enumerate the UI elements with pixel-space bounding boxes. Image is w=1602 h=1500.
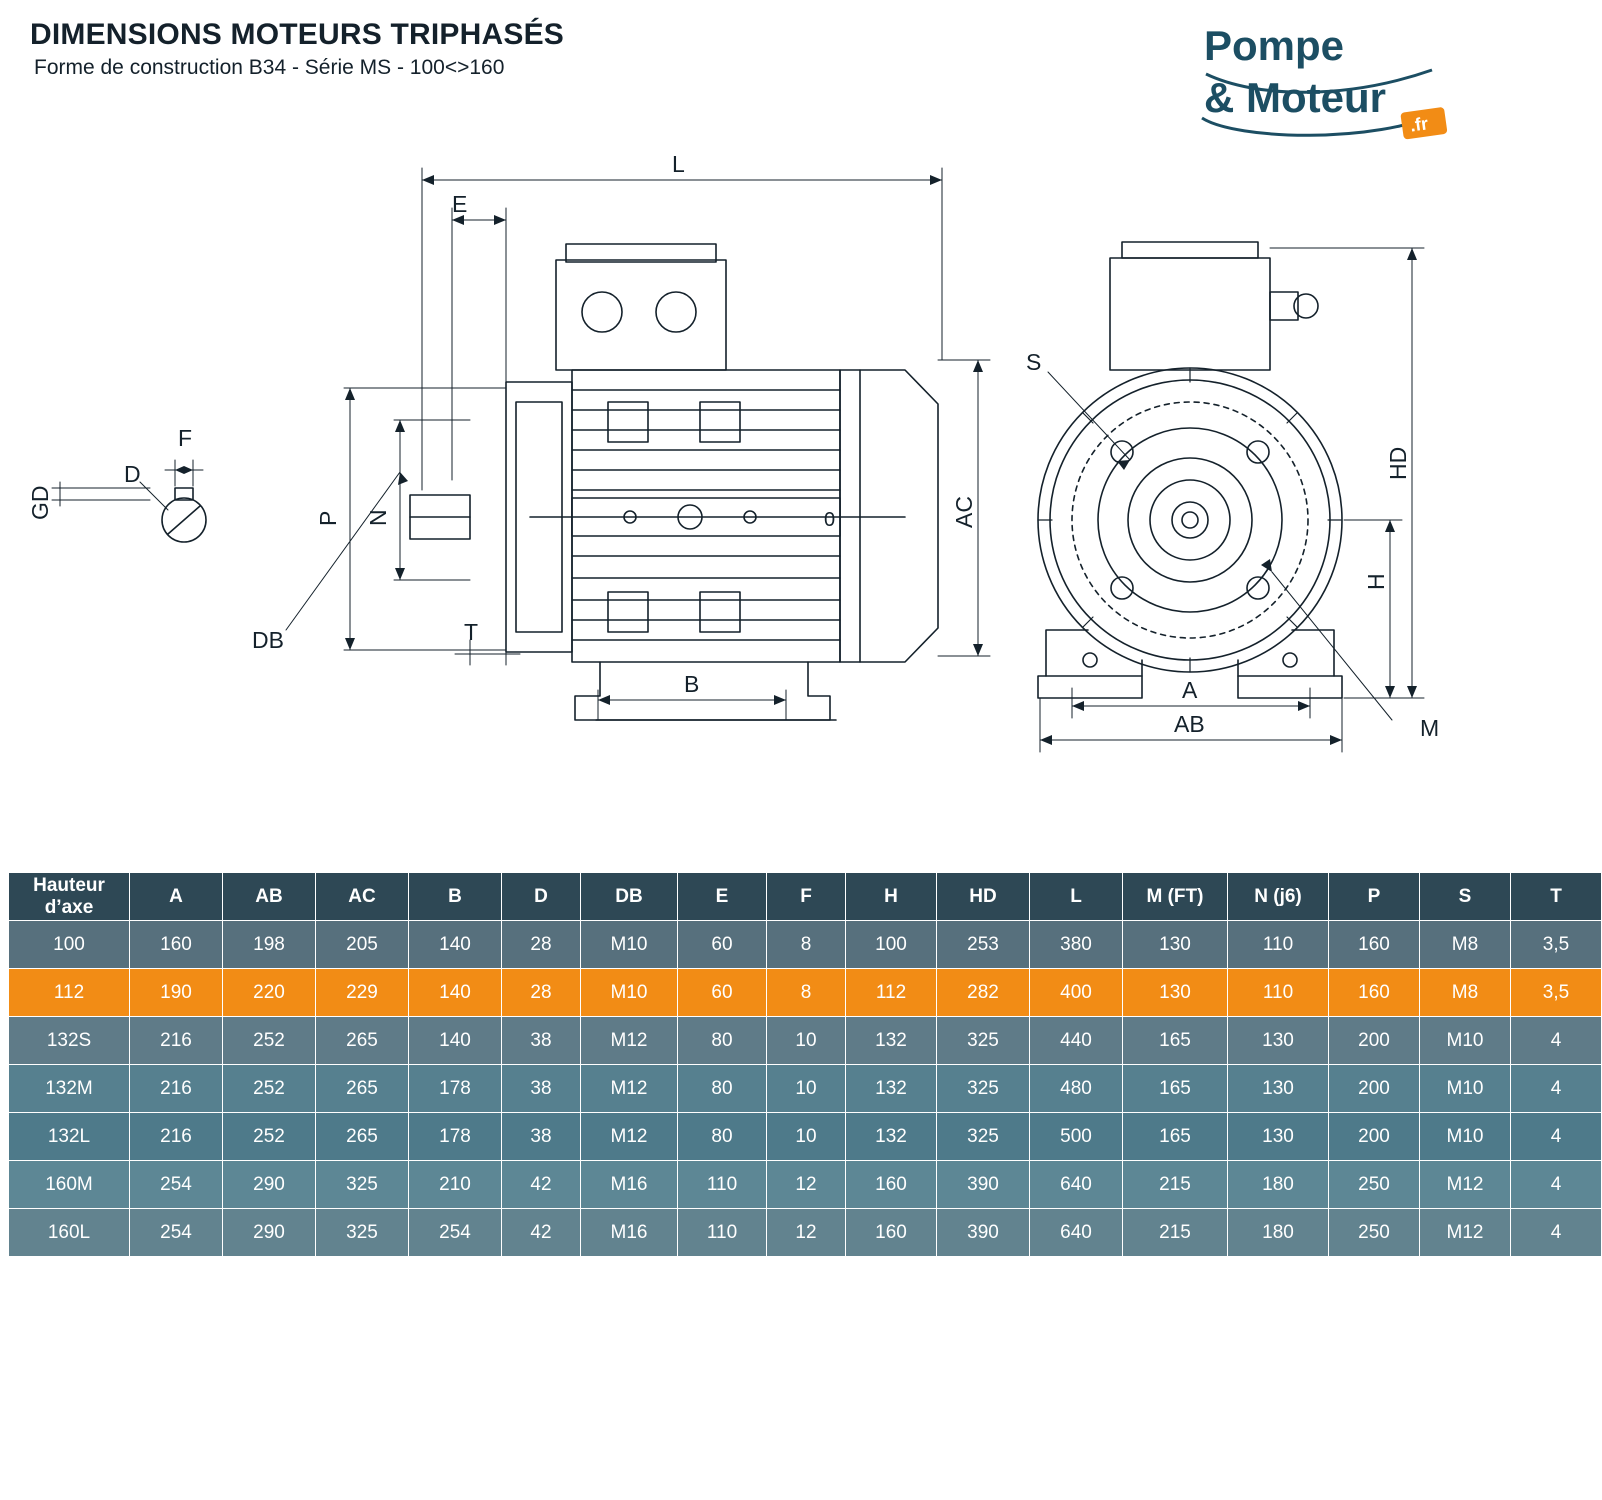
cell-hd: 253 [937, 921, 1030, 969]
label-H: H [1363, 573, 1389, 590]
logo-line1-text: Pompe [1204, 22, 1345, 69]
cell-h: 160 [846, 1209, 937, 1257]
cell-ab: 252 [223, 1065, 316, 1113]
cell-p: 160 [1329, 969, 1420, 1017]
cell-f: 10 [767, 1065, 846, 1113]
cell-s: M8 [1420, 969, 1511, 1017]
col-header-h: H [846, 873, 937, 921]
cell-m-ft: 130 [1123, 969, 1228, 1017]
table-row [9, 1113, 1602, 1161]
motor-side-view [410, 244, 938, 720]
dimensions-table-wrapper [8, 872, 1570, 1257]
cell-hd: 282 [937, 969, 1030, 1017]
col-header-l: L [1030, 873, 1123, 921]
cell-n-j6: 130 [1228, 1065, 1329, 1113]
cell-t: 4 [1511, 1113, 1602, 1161]
technical-drawing [0, 120, 1500, 840]
col-header-ac: AC [316, 873, 409, 921]
cell-h: 100 [846, 921, 937, 969]
cell-p: 160 [1329, 921, 1420, 969]
cell-ac: 325 [316, 1161, 409, 1209]
cell-d: 38 [502, 1017, 581, 1065]
cell-ac: 229 [316, 969, 409, 1017]
cell-p: 200 [1329, 1065, 1420, 1113]
cell-ac: 265 [316, 1065, 409, 1113]
table-body [9, 921, 1602, 1257]
col-header-b: B [409, 873, 502, 921]
label-P: P [315, 510, 341, 526]
cell-d: 42 [502, 1209, 581, 1257]
cell-p: 200 [1329, 1017, 1420, 1065]
cell-a: 254 [130, 1161, 223, 1209]
cell-l: 640 [1030, 1161, 1123, 1209]
cell-l: 440 [1030, 1017, 1123, 1065]
table-row [9, 1209, 1602, 1257]
cell-db: M10 [581, 921, 678, 969]
col-header-e: E [678, 873, 767, 921]
table-row [9, 1017, 1602, 1065]
label-E: E [452, 191, 468, 217]
cell-hauteur-axe: 132M [9, 1065, 130, 1113]
col-header-t: T [1511, 873, 1602, 921]
cell-t: 3,5 [1511, 969, 1602, 1017]
cell-m-ft: 165 [1123, 1065, 1228, 1113]
motor-front-view [1038, 242, 1342, 698]
cell-hauteur-axe: 160L [9, 1209, 130, 1257]
label-HD: HD [1385, 446, 1411, 480]
cell-f: 12 [767, 1209, 846, 1257]
cell-e: 80 [678, 1113, 767, 1161]
cell-m-ft: 215 [1123, 1209, 1228, 1257]
cell-hd: 390 [937, 1161, 1030, 1209]
label-N: N [365, 509, 391, 526]
cell-ab: 290 [223, 1161, 316, 1209]
cell-d: 38 [502, 1113, 581, 1161]
cell-h: 132 [846, 1113, 937, 1161]
cell-l: 640 [1030, 1209, 1123, 1257]
cell-ab: 252 [223, 1113, 316, 1161]
cell-hd: 325 [937, 1065, 1030, 1113]
cell-hd: 325 [937, 1017, 1030, 1065]
cell-a: 216 [130, 1017, 223, 1065]
cell-hauteur-axe: 132L [9, 1113, 130, 1161]
label-F: F [178, 425, 193, 451]
cell-h: 132 [846, 1065, 937, 1113]
cell-l: 380 [1030, 921, 1123, 969]
cell-n-j6: 130 [1228, 1017, 1329, 1065]
cell-ab: 220 [223, 969, 316, 1017]
table-row [9, 921, 1602, 969]
cell-d: 28 [502, 921, 581, 969]
cell-f: 12 [767, 1161, 846, 1209]
page-subtitle: Forme de construction B34 - Série MS - 100<>160 [34, 56, 505, 79]
cell-p: 200 [1329, 1113, 1420, 1161]
cell-p: 250 [1329, 1161, 1420, 1209]
cell-a: 216 [130, 1113, 223, 1161]
dimensions-table [8, 872, 1602, 1257]
cell-m-ft: 165 [1123, 1017, 1228, 1065]
col-header-hauteur-line1: Hauteur [33, 874, 105, 896]
cell-f: 10 [767, 1017, 846, 1065]
cell-n-j6: 180 [1228, 1209, 1329, 1257]
cell-db: M12 [581, 1017, 678, 1065]
cell-db: M10 [581, 969, 678, 1017]
col-header-s: S [1420, 873, 1511, 921]
cell-n-j6: 130 [1228, 1113, 1329, 1161]
col-header-p: P [1329, 873, 1420, 921]
cell-db: M16 [581, 1209, 678, 1257]
cell-d: 42 [502, 1161, 581, 1209]
cell-s: M12 [1420, 1161, 1511, 1209]
cell-d: 38 [502, 1065, 581, 1113]
label-B: B [684, 671, 700, 697]
cell-ac: 325 [316, 1209, 409, 1257]
cell-t: 4 [1511, 1017, 1602, 1065]
cell-e: 60 [678, 969, 767, 1017]
cell-m-ft: 130 [1123, 921, 1228, 969]
cell-s: M10 [1420, 1017, 1511, 1065]
dimension-labels [27, 151, 1439, 741]
label-zero: 0 [824, 509, 836, 531]
cell-f: 8 [767, 969, 846, 1017]
cell-s: M8 [1420, 921, 1511, 969]
label-T: T [464, 619, 479, 645]
cell-b: 140 [409, 1017, 502, 1065]
label-AB: AB [1174, 711, 1205, 737]
cell-a: 160 [130, 921, 223, 969]
label-M: M [1420, 715, 1440, 741]
cell-f: 8 [767, 921, 846, 969]
cell-p: 250 [1329, 1209, 1420, 1257]
cell-m-ft: 215 [1123, 1161, 1228, 1209]
col-header-hd: HD [937, 873, 1030, 921]
table-header-row [9, 873, 1602, 921]
cell-hauteur-axe: 160M [9, 1161, 130, 1209]
cell-e: 110 [678, 1209, 767, 1257]
cell-db: M12 [581, 1113, 678, 1161]
cell-d: 28 [502, 969, 581, 1017]
col-header-hauteur-line2: d’axe [44, 896, 94, 918]
cell-n-j6: 110 [1228, 969, 1329, 1017]
cell-b: 178 [409, 1113, 502, 1161]
col-header-a: A [130, 873, 223, 921]
cell-t: 3,5 [1511, 921, 1602, 969]
cell-e: 80 [678, 1017, 767, 1065]
page-header [30, 18, 564, 80]
label-DB: DB [252, 627, 284, 653]
cell-f: 10 [767, 1113, 846, 1161]
cell-s: M10 [1420, 1065, 1511, 1113]
cell-hauteur-axe: 100 [9, 921, 130, 969]
cell-s: M12 [1420, 1209, 1511, 1257]
col-header-db: DB [581, 873, 678, 921]
col-header-n: N (j6) [1228, 873, 1329, 921]
cell-b: 140 [409, 921, 502, 969]
page-title: DIMENSIONS MOTEURS TRIPHASÉS [30, 18, 564, 51]
cell-l: 500 [1030, 1113, 1123, 1161]
cell-b: 254 [409, 1209, 502, 1257]
cell-ab: 198 [223, 921, 316, 969]
label-S: S [1026, 349, 1042, 375]
cell-s: M10 [1420, 1113, 1511, 1161]
col-header-d: D [502, 873, 581, 921]
col-header-f: F [767, 873, 846, 921]
cell-b: 210 [409, 1161, 502, 1209]
cell-m-ft: 165 [1123, 1113, 1228, 1161]
label-GD: GD [27, 485, 53, 520]
cell-db: M16 [581, 1161, 678, 1209]
cell-h: 112 [846, 969, 937, 1017]
cell-hd: 325 [937, 1113, 1030, 1161]
label-AC: AC [951, 496, 977, 528]
cell-b: 140 [409, 969, 502, 1017]
cell-hd: 390 [937, 1209, 1030, 1257]
label-D: D [124, 461, 141, 487]
col-header-ab: AB [223, 873, 316, 921]
cell-ab: 252 [223, 1017, 316, 1065]
logo-line2-text: Moteur [1246, 74, 1386, 121]
table-row [9, 1065, 1602, 1113]
cell-a: 190 [130, 969, 223, 1017]
cell-ab: 290 [223, 1209, 316, 1257]
cell-t: 4 [1511, 1065, 1602, 1113]
logo-amp-text: & [1204, 74, 1235, 121]
cell-a: 254 [130, 1209, 223, 1257]
cell-h: 160 [846, 1161, 937, 1209]
label-A: A [1182, 677, 1198, 703]
cell-a: 216 [130, 1065, 223, 1113]
cell-db: M12 [581, 1065, 678, 1113]
dimension-lines [286, 168, 1424, 752]
cell-e: 60 [678, 921, 767, 969]
cell-n-j6: 110 [1228, 921, 1329, 969]
cell-l: 400 [1030, 969, 1123, 1017]
cell-t: 4 [1511, 1209, 1602, 1257]
cell-hauteur-axe: 112 [9, 969, 130, 1017]
cell-l: 480 [1030, 1065, 1123, 1113]
cell-e: 80 [678, 1065, 767, 1113]
table-row [9, 1161, 1602, 1209]
table-row [9, 969, 1602, 1017]
table-head [9, 873, 1602, 921]
cell-ac: 265 [316, 1113, 409, 1161]
cell-n-j6: 180 [1228, 1161, 1329, 1209]
cell-hauteur-axe: 132S [9, 1017, 130, 1065]
cell-t: 4 [1511, 1161, 1602, 1209]
label-L: L [672, 151, 685, 177]
col-header-m: M (FT) [1123, 873, 1228, 921]
logo-fr-text: .fr [1408, 113, 1430, 136]
drawing-svg [0, 120, 1500, 840]
cell-e: 110 [678, 1161, 767, 1209]
cell-h: 132 [846, 1017, 937, 1065]
cell-b: 178 [409, 1065, 502, 1113]
cell-ac: 205 [316, 921, 409, 969]
cell-ac: 265 [316, 1017, 409, 1065]
col-header-hauteur [9, 873, 130, 921]
